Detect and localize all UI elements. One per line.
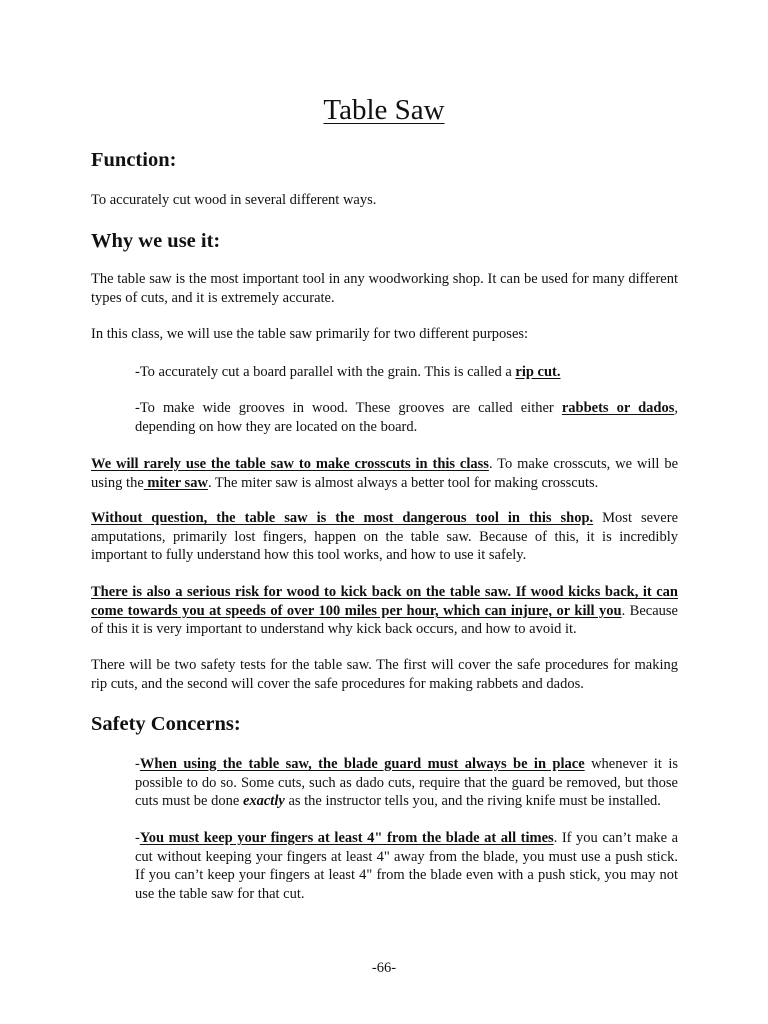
crosscut-warning: We will rarely use the table saw to make crosscuts in this class <box>91 456 489 472</box>
miter-saw-term: miter saw <box>143 474 208 491</box>
danger-paragraph <box>91 509 678 565</box>
kickback-warning: There is also a serious risk for wood to kick back on the table saw. If wood kicks back, it can come towards you at speeds of over 100 miles per hour, which can injure, or kill you <box>91 584 678 619</box>
why-paragraph-2: In this class, we will use the table saw primarily for two different purposes: <box>91 326 529 342</box>
why-heading: Why we use it: <box>91 230 221 252</box>
purpose-item-1 <box>135 363 678 382</box>
page-title: Table Saw <box>323 94 445 126</box>
purpose-item-1-text: -To accurately cut a board parallel with the grain. This is called a <box>135 364 516 380</box>
purpose-item-2 <box>135 399 678 436</box>
danger-tail: Most severe amputations, primarily lost fingers, happen on the table saw. Because of this, it is incredibly important to fully understand how this tool works, and how to use it safely. <box>91 510 678 564</box>
why-paragraph-1: The table saw is the most important tool in any woodworking shop. It can be used for many different types of cuts, and it is extremely accurate. <box>91 271 678 306</box>
safety-item-1-tail: as the instructor tells you, and the riving knife must be installed. <box>284 793 661 810</box>
function-heading: Function: <box>91 149 177 171</box>
danger-warning: Without question, the table saw is the most dangerous tool in this shop. <box>91 510 594 526</box>
kickback-paragraph <box>91 583 678 639</box>
safety-item-1 <box>135 755 678 811</box>
safety-item-1-mid: whenever it is possible to do so. Some cuts, such as dado cuts, require that the guard be removed, but those cuts must be done <box>135 756 678 810</box>
page-number: -66- <box>371 960 397 976</box>
crosscut-mid: . To make crosscuts, we will be using the <box>91 456 678 491</box>
purpose-item-2-tail: , depending on how they are located on the board. <box>135 400 678 435</box>
purpose-item-2-text: -To make wide grooves in wood. These grooves are called either <box>135 400 562 416</box>
crosscut-paragraph <box>91 455 678 492</box>
rip-cut-term: rip cut. <box>515 364 561 380</box>
safety-item-1-dash: - <box>135 756 140 772</box>
fingers-distance-rule: You must keep your fingers at least 4" from the blade at all times <box>139 830 554 846</box>
safety-item-2 <box>135 829 678 904</box>
safety-tests-paragraph: There will be two safety tests for the table saw. The first will cover the safe procedures for making rip cuts, and the second will cover the safe procedures for making rabbets and dados. <box>91 657 678 692</box>
kickback-tail: . Because of this it is very important to understand why kick back occurs, and how to avoid it. <box>91 602 678 638</box>
exactly-emphasis: exactly <box>242 793 285 810</box>
safety-item-2-tail: . If you can’t make a cut without keeping your fingers at least 4" away from the blade, you must use a push stick. If you can’t keep your fingers at least 4" from the blade even with a push stick, you may not use the table saw for that cut. <box>135 830 679 903</box>
rabbets-dados-term: rabbets or dados <box>561 400 675 416</box>
blade-guard-rule: When using the table saw, the blade guard must always be in place <box>139 756 585 772</box>
safety-heading: Safety Concerns: <box>91 713 241 735</box>
crosscut-tail: . The miter saw is almost always a better tool for making crosscuts. <box>207 474 599 491</box>
safety-item-2-dash: - <box>135 830 140 846</box>
function-text: To accurately cut wood in several different ways. <box>91 192 377 208</box>
